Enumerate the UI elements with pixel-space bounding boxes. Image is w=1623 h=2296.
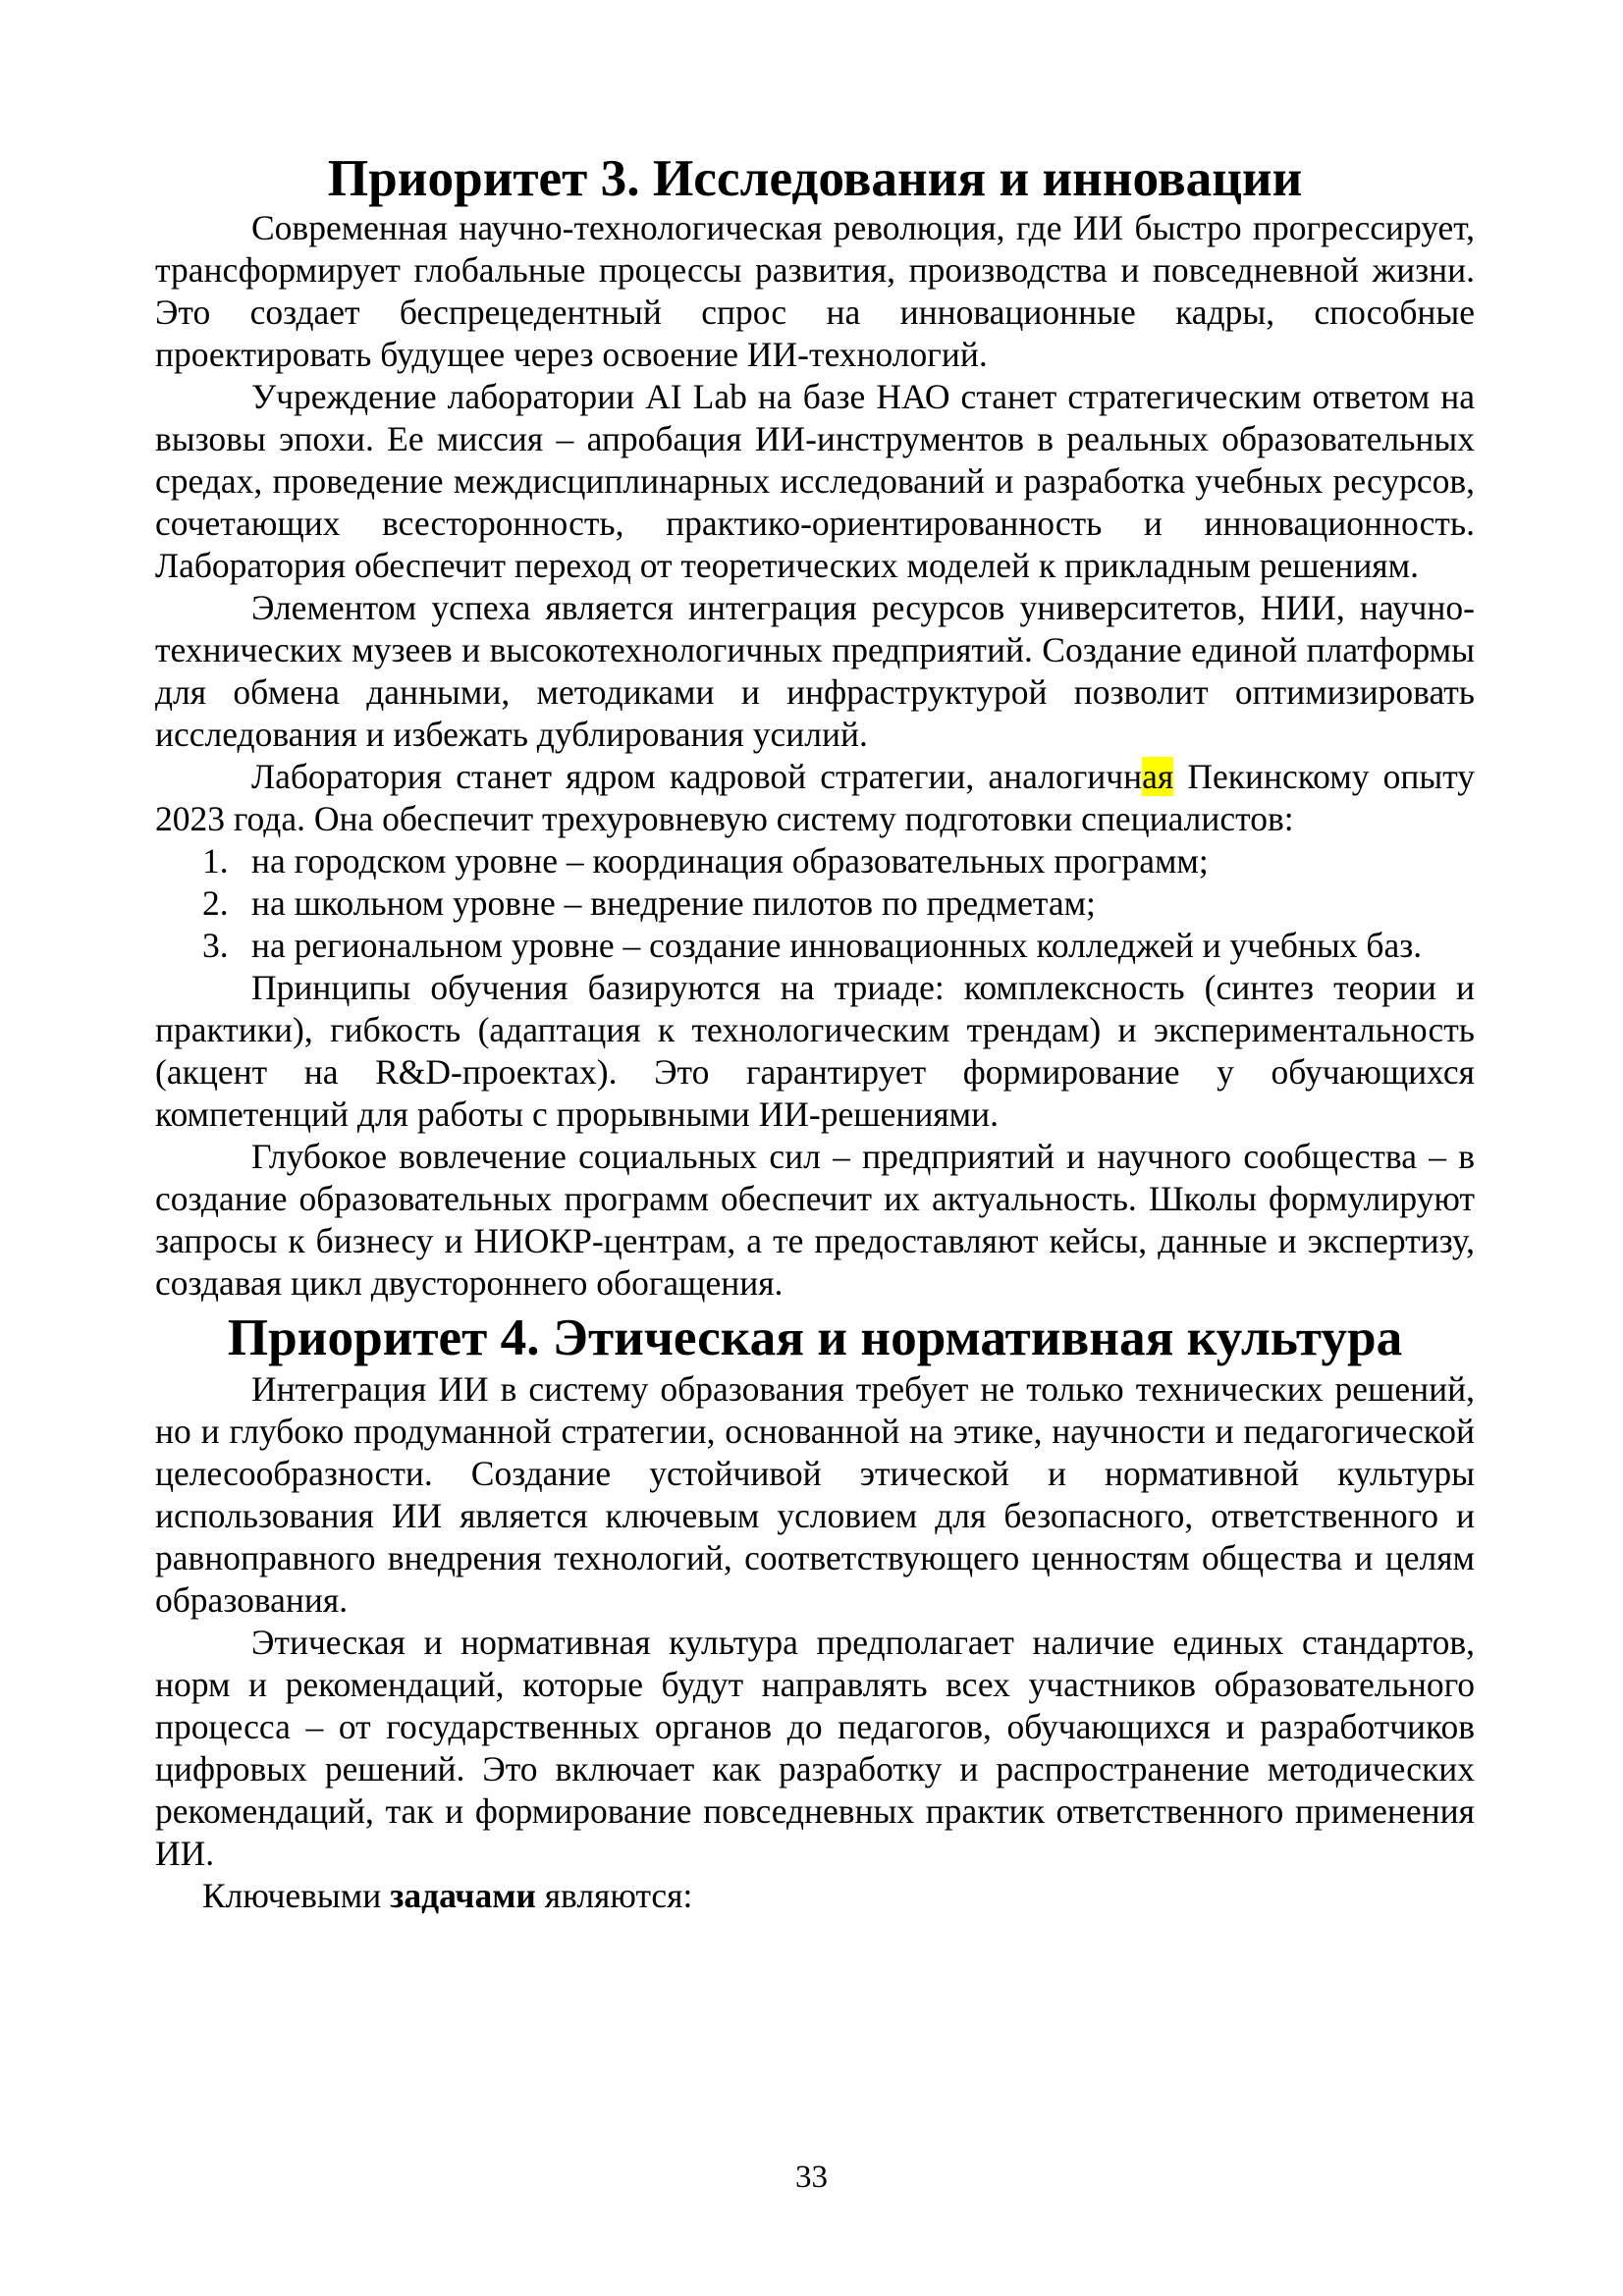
list-item-text: на региональном уровне – создание инновационных колледжей и учебных баз. <box>251 926 1423 965</box>
text-segment: Пекинскому опыту 2023 года. Она обеспечит трехуровневую систему подготовки специалистов: <box>155 757 1475 838</box>
levels-list <box>155 840 1475 967</box>
text-segment: Ключевыми <box>202 1876 391 1915</box>
list-item-text: на городском уровне – координация образовательных программ; <box>251 841 1209 881</box>
paragraph: Элементом успеха является интеграция ресурсов университетов, НИИ, научно-технических музеев и высокотехнологичных предприятий. Создание единой платформы для обмена данными, методиками и инфраструктурой позволит оптимизировать исследования и избежать дублирования усилий. <box>155 588 1475 754</box>
bold-text: задачами <box>390 1876 536 1915</box>
list-number: 3. <box>202 926 229 965</box>
list-number: 2. <box>202 883 229 923</box>
section-3-heading: Приоритет 3. Исследования и инновации <box>327 149 1303 207</box>
document-page <box>155 149 1475 1917</box>
paragraph: Интеграция ИИ в систему образования требует не только технических решений, но и глубоко продуманной стратегии, основанной на этике, научности и педагогической целесообразности. Создание устойчивой этической и нормативной культуры использования ИИ является ключевым условием для безопасного, ответственного и равноправного внедрения технологий, соответствующего ценностям общества и целям образования. <box>155 1369 1475 1620</box>
paragraph: Глубокое вовлечение социальных сил – предприятий и научного сообщества – в создание образовательных программ обеспечит их актуальность. Школы формулируют запросы к бизнесу и НИОКР-центрам, а те предоставляют кейсы, данные и экспертизу, создавая цикл двустороннего обогащения. <box>155 1137 1475 1303</box>
paragraph: Принципы обучения базируются на триаде: комплексность (синтез теории и практики), гибкость (адаптация к технологическим трендам) и экспериментальность (акцент на R&D-проектах). Это гарантирует формирование у обучающихся компетенций для работы с прорывными ИИ-решениями. <box>155 968 1475 1134</box>
paragraph: Учреждение лаборатории AI Lab на базе НАО станет стратегическим ответом на вызовы эпохи. Ее миссия – апробация ИИ-инструментов в реальных образовательных средах, проведение междисциплинарных исследований и разработка учебных ресурсов, сочетающих всесторонность, практико-ориентированность и инновационность. Лаборатория обеспечит переход от теоретических моделей к прикладным решениям. <box>155 377 1475 585</box>
paragraph: Современная научно-технологическая революция, где ИИ быстро прогрессирует, трансформирует глобальные процессы развития, производства и повседневной жизни. Это создает беспрецедентный спрос на инновационные кадры, способные проектировать будущее через освоение ИИ-технологий. <box>155 208 1475 374</box>
list-item <box>155 882 1475 925</box>
list-item <box>155 925 1475 967</box>
paragraph: Этическая и нормативная культура предполагает наличие единых стандартов, норм и рекомендаций, которые будут направлять всех участников образовательного процесса – от государственных органов до педагогов, обучающихся и разработчиков цифровых решений. Это включает как разработку и распространение методических рекомендаций, так и формирование повседневных практик ответственного применения ИИ. <box>155 1623 1475 1873</box>
section-4-heading: Приоритет 4. Этическая и нормативная культура <box>227 1308 1403 1366</box>
highlighted-text: ая <box>1142 757 1174 796</box>
text-segment: Лаборатория станет ядром кадровой стратегии, аналогичн <box>251 757 1143 796</box>
list-item-text: на школьном уровне – внедрение пилотов по предметам; <box>251 883 1096 923</box>
list-number: 1. <box>202 841 229 881</box>
lab-paragraph <box>155 756 1475 840</box>
tasks-intro <box>155 1875 1475 1917</box>
text-segment: являются: <box>535 1876 693 1915</box>
page-number: 33 <box>795 2160 828 2195</box>
list-item <box>155 840 1475 882</box>
